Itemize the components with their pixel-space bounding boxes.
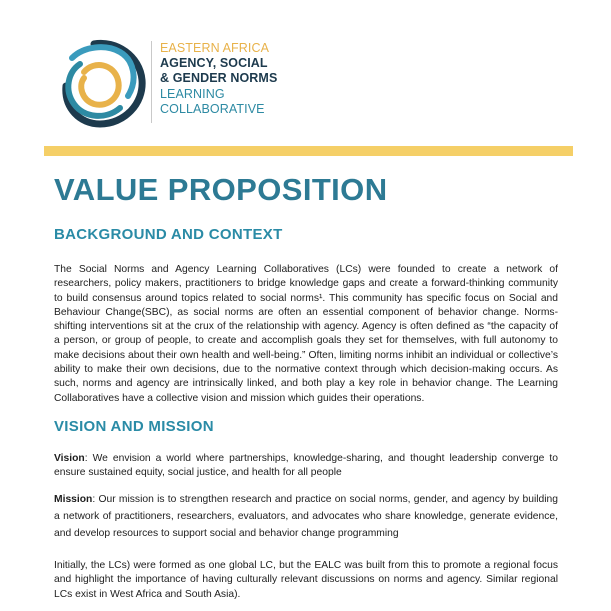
- logo-line-5: COLLABORATIVE: [160, 101, 265, 116]
- mission-paragraph: [54, 492, 558, 542]
- logo-line-3: & GENDER NORMS: [160, 71, 278, 86]
- logo-line-2: AGENCY, SOCIAL: [160, 56, 268, 71]
- vision-label: Vision: [54, 453, 85, 464]
- logo-line-4: LEARNING: [160, 86, 225, 101]
- mission-text: : Our mission is to strengthen research and practice on social norms, gender, and agency by building a network of practitioners, researchers, evaluators, and advocates who share knowledge, generate evidence, and develop resources to support social and behavior change programming: [54, 494, 558, 539]
- logo-line-1: EASTERN AFRICA: [160, 41, 270, 55]
- vision-mission-heading: VISION AND MISSION: [54, 418, 214, 435]
- logo-wordmark: [160, 41, 277, 117]
- accent-bar: [44, 146, 573, 156]
- initially-paragraph: Initially, the LCs) were formed as one global LC, but the EALC was built from this to promote a regional focus and highlight the importance of having culturally relevant discussions on norms and agency. Similar regional LCs exist in West Africa and South Asia).: [54, 560, 558, 600]
- background-paragraph: The Social Norms and Agency Learning Collaboratives (LCs) were founded to create a network of researchers, policy makers, practitioners to bridge knowledge gaps and create a forward-thinking community to build consensus around topics related to social norms¹. This community has specific focus on Social and Behaviour Change(SBC), as social norms are often an essential component of behavior change. Norms-shifting interventions sit at the crux of the relationship with agency. Agency is often defined as “the capacity of a person, or group of people, to create and accomplish goals they set for themselves, with full autonomy to make decisions about their own health and well-being.” Often, limiting norms inhibit an individual or collective’s ability to make their own decisions, due to the normative context through which decision-making occurs. As such, norms and agency are intrinsically linked, and both play a key role in behavior change. The Learning Collaboratives have a collective vision and mission which guides their operations.: [54, 264, 558, 404]
- background-heading: BACKGROUND AND CONTEXT: [54, 226, 283, 243]
- page-title: VALUE PROPOSITION: [54, 172, 388, 207]
- collaborative-logo-icon: [54, 36, 150, 132]
- mission-label: Mission: [54, 494, 93, 505]
- vision-text: : We envision a world where partnerships, knowledge-sharing, and thought leadership converge to ensure sustained equity, social justice, and health for all people: [54, 453, 558, 479]
- logo-divider: [151, 41, 152, 123]
- vision-paragraph: [54, 452, 558, 481]
